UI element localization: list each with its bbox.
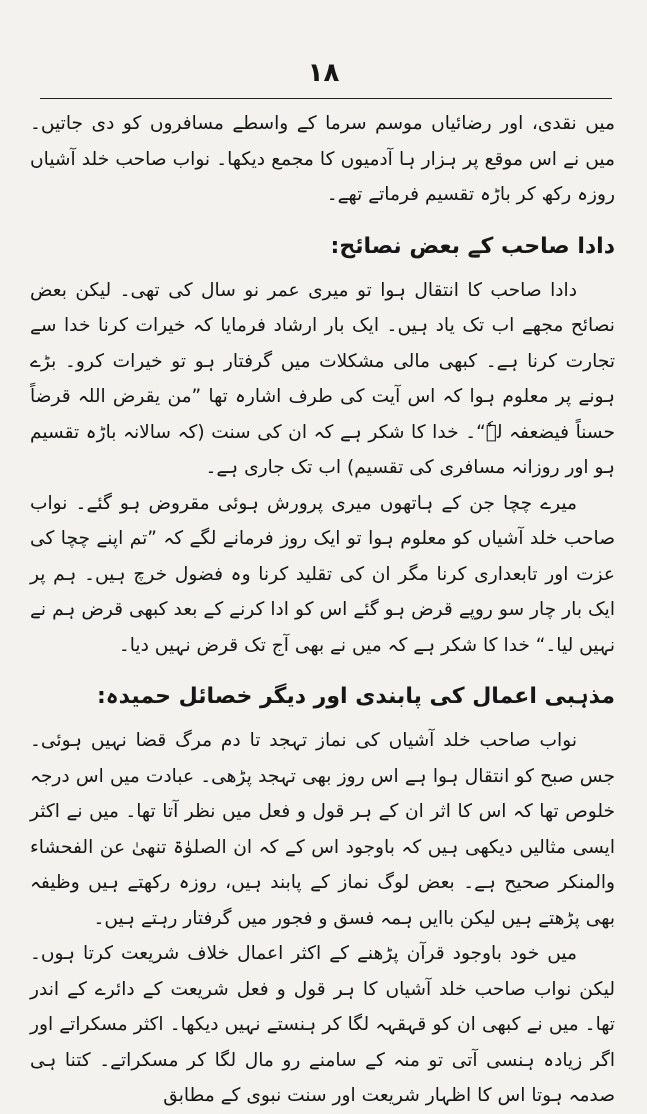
paragraph-uncle-debt: میرے چچا جن کے ہاتھوں میری پرورش ہوئی مقروض ہو گئے۔ نواب صاحب خلد آشیاں کو معلوم ہوا تو ایک روز فرمانے لگے کہ ”تم اپنے چچا کی عزت اور تابعداری کرنا مگر ان کی تقلید کرنا وہ فضول خرچ ہیں۔ ہم پر ایک بار چار سو روپے قرض ہو گئے اس کو ادا کرنے کے بعد کبھی قرض ہم نے نہیں لیا۔“ خدا کا شکر ہے کہ میں نے بھی آج تک قرض نہیں دیا۔ (30, 492, 615, 656)
page-body (30, 106, 615, 1114)
paragraph-tahajjud: نواب صاحب خلد آشیاں کی نماز تہجد تا دم مرگ قضا نہیں ہوئی۔ جس صبح کو انتقال ہوا ہے اس روز بھی تہجد پڑھی۔ عبادت میں اس درجہ خلوص تھا کہ اس کا اثر ان کے ہر قول و فعل میں نظر آتا تھا۔ میں نے اکثر ایسی مثالیں دیکھی ہیں کہ باوجود اس کے کہ ان الصلوٰۃ تنھیٰ عن الفحشاء والمنکر صحیح ہے۔ بعض لوگ نماز کے پابند ہیں، روزہ رکھتے ہیں وظیفہ بھی پڑھتے ہیں لیکن باایں ہمہ فسق و فجور میں گرفتار رہتے ہیں۔ (30, 730, 615, 929)
paragraph-opening: میں نقدی، اور رضائیاں موسم سرما کے واسطے مسافروں کو دی جاتیں۔ میں نے اس موقع پر ہزار ہا آدمیوں کا مجمع دیکھا۔ نواب صاحب خلد آشیاں روزہ رکھ کر باڑہ تقسیم فرماتے تھے۔ (30, 113, 615, 205)
page-number: ۱۸ (307, 58, 340, 88)
paragraph-grandfather-advice: دادا صاحب کا انتقال ہوا تو میری عمر نو سال کی تھی۔ لیکن بعض نصائح مجھے اب تک یاد ہیں۔ ایک بار ارشاد فرمایا کہ خیرات کرنا خدا سے تجارت کرنا ہے۔ کبھی مالی مشکلات میں گرفتار ہو تو خیرات کرو۔ بڑے ہونے پر معلوم ہوا کہ اس آیت کی طرف اشارہ تھا ”من یقرض اللہ قرضاً حسناً فیضعفہ لہٗ“۔ خدا کا شکر ہے کہ ان کی سنت (کہ سالانہ باڑہ تقسیم ہو اور روزانہ مسافری کی تقسیم) اب تک جاری ہے۔ (30, 279, 615, 478)
paragraph-sharia-conduct: میں خود باوجود قرآن پڑھنے کے اکثر اعمال خلاف شریعت کرتا ہوں۔ لیکن نواب صاحب خلد آشیاں کا ہر قول و فعل شریعت کے دائرے کے اندر تھا۔ میں نے کبھی ان کو قہقہہ لگا کر ہنستے نہیں دیکھا۔ اکثر مسکراتے اور اگر زیادہ ہنسی آتی تو منہ کے سامنے رو مال لگا کر مسکراتے۔ کتنا ہی صدمہ ہوتا اس کا اظہار شریعت اور سنت نبوی کے مطابق (30, 943, 615, 1106)
heading-religious-practices: مذہبی اعمال کی پابندی اور دیگر خصائل حمیدہ: (96, 684, 615, 709)
header-rule (40, 98, 612, 99)
heading-grandfather-advice: دادا صاحب کے بعض نصائح: (330, 233, 615, 259)
